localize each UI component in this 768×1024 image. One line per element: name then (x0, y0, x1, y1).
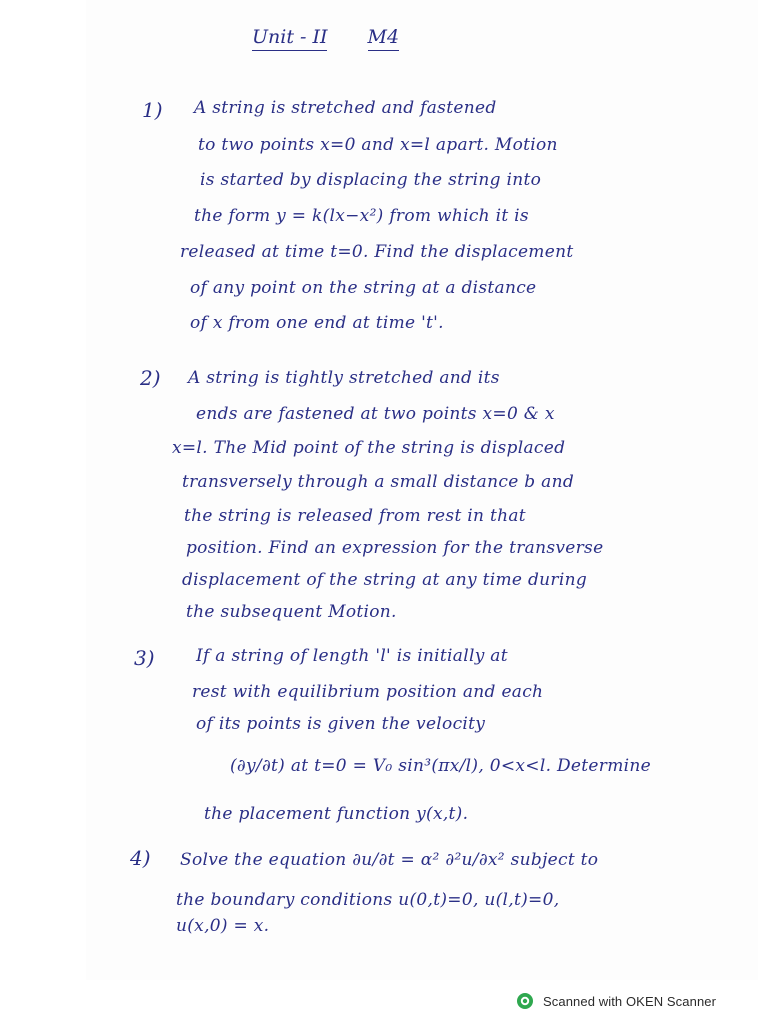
question-4-line: the boundary conditions u(0,t)=0, u(l,t)=0, (176, 890, 560, 910)
question-1-line: to two points x=0 and x=l apart. Motion (198, 135, 558, 155)
question-2-line: position. Find an expression for the transverse (186, 538, 604, 558)
question-1-line: A string is stretched and fastened (194, 98, 497, 118)
question-2-line: the string is released from rest in that (184, 506, 526, 526)
question-2-line: transversely through a small distance b and (182, 472, 575, 492)
question-3-line: If a string of length 'l' is initially at (196, 646, 508, 666)
question-2-line: x=l. The Mid point of the string is displaced (172, 438, 566, 458)
page-header (252, 28, 399, 51)
oken-scanner-logo-icon (516, 992, 534, 1010)
question-1-number: 1) (142, 98, 163, 122)
unit-title: Unit - II (252, 28, 327, 51)
question-4-line: Solve the equation ∂u/∂t = α² ∂²u/∂x² subject to (180, 850, 599, 870)
course-code: M4 (368, 28, 400, 51)
question-1-line: is started by displacing the string into (200, 170, 542, 190)
question-1-line: the form y = k(lx−x²) from which it is (194, 206, 529, 226)
question-2-number: 2) (140, 366, 161, 390)
question-4-number: 4) (130, 846, 151, 870)
question-1-line: of any point on the string at a distance (190, 278, 537, 298)
question-2-line: displacement of the string at any time during (182, 570, 588, 590)
scanner-watermark (516, 990, 716, 1012)
question-3-line: the placement function y(x,t). (204, 804, 469, 824)
question-3-line: (∂y/∂t) at t=0 = V₀ sin³(πx/l), 0<x<l. Determine (230, 756, 651, 776)
question-1-line: released at time t=0. Find the displacement (180, 242, 574, 262)
question-3-line: of its points is given the velocity (196, 714, 486, 734)
question-4-line: u(x,0) = x. (176, 916, 270, 936)
scanner-text: Scanned with OKEN Scanner (543, 993, 717, 1009)
question-2-line: A string is tightly stretched and its (188, 368, 500, 388)
question-3-number: 3) (134, 646, 155, 670)
question-2-line: ends are fastened at two points x=0 & x (196, 404, 555, 424)
question-1-line: of x from one end at time 't'. (190, 313, 444, 333)
question-3-line: rest with equilibrium position and each (192, 682, 544, 702)
question-2-line: the subsequent Motion. (186, 602, 397, 622)
